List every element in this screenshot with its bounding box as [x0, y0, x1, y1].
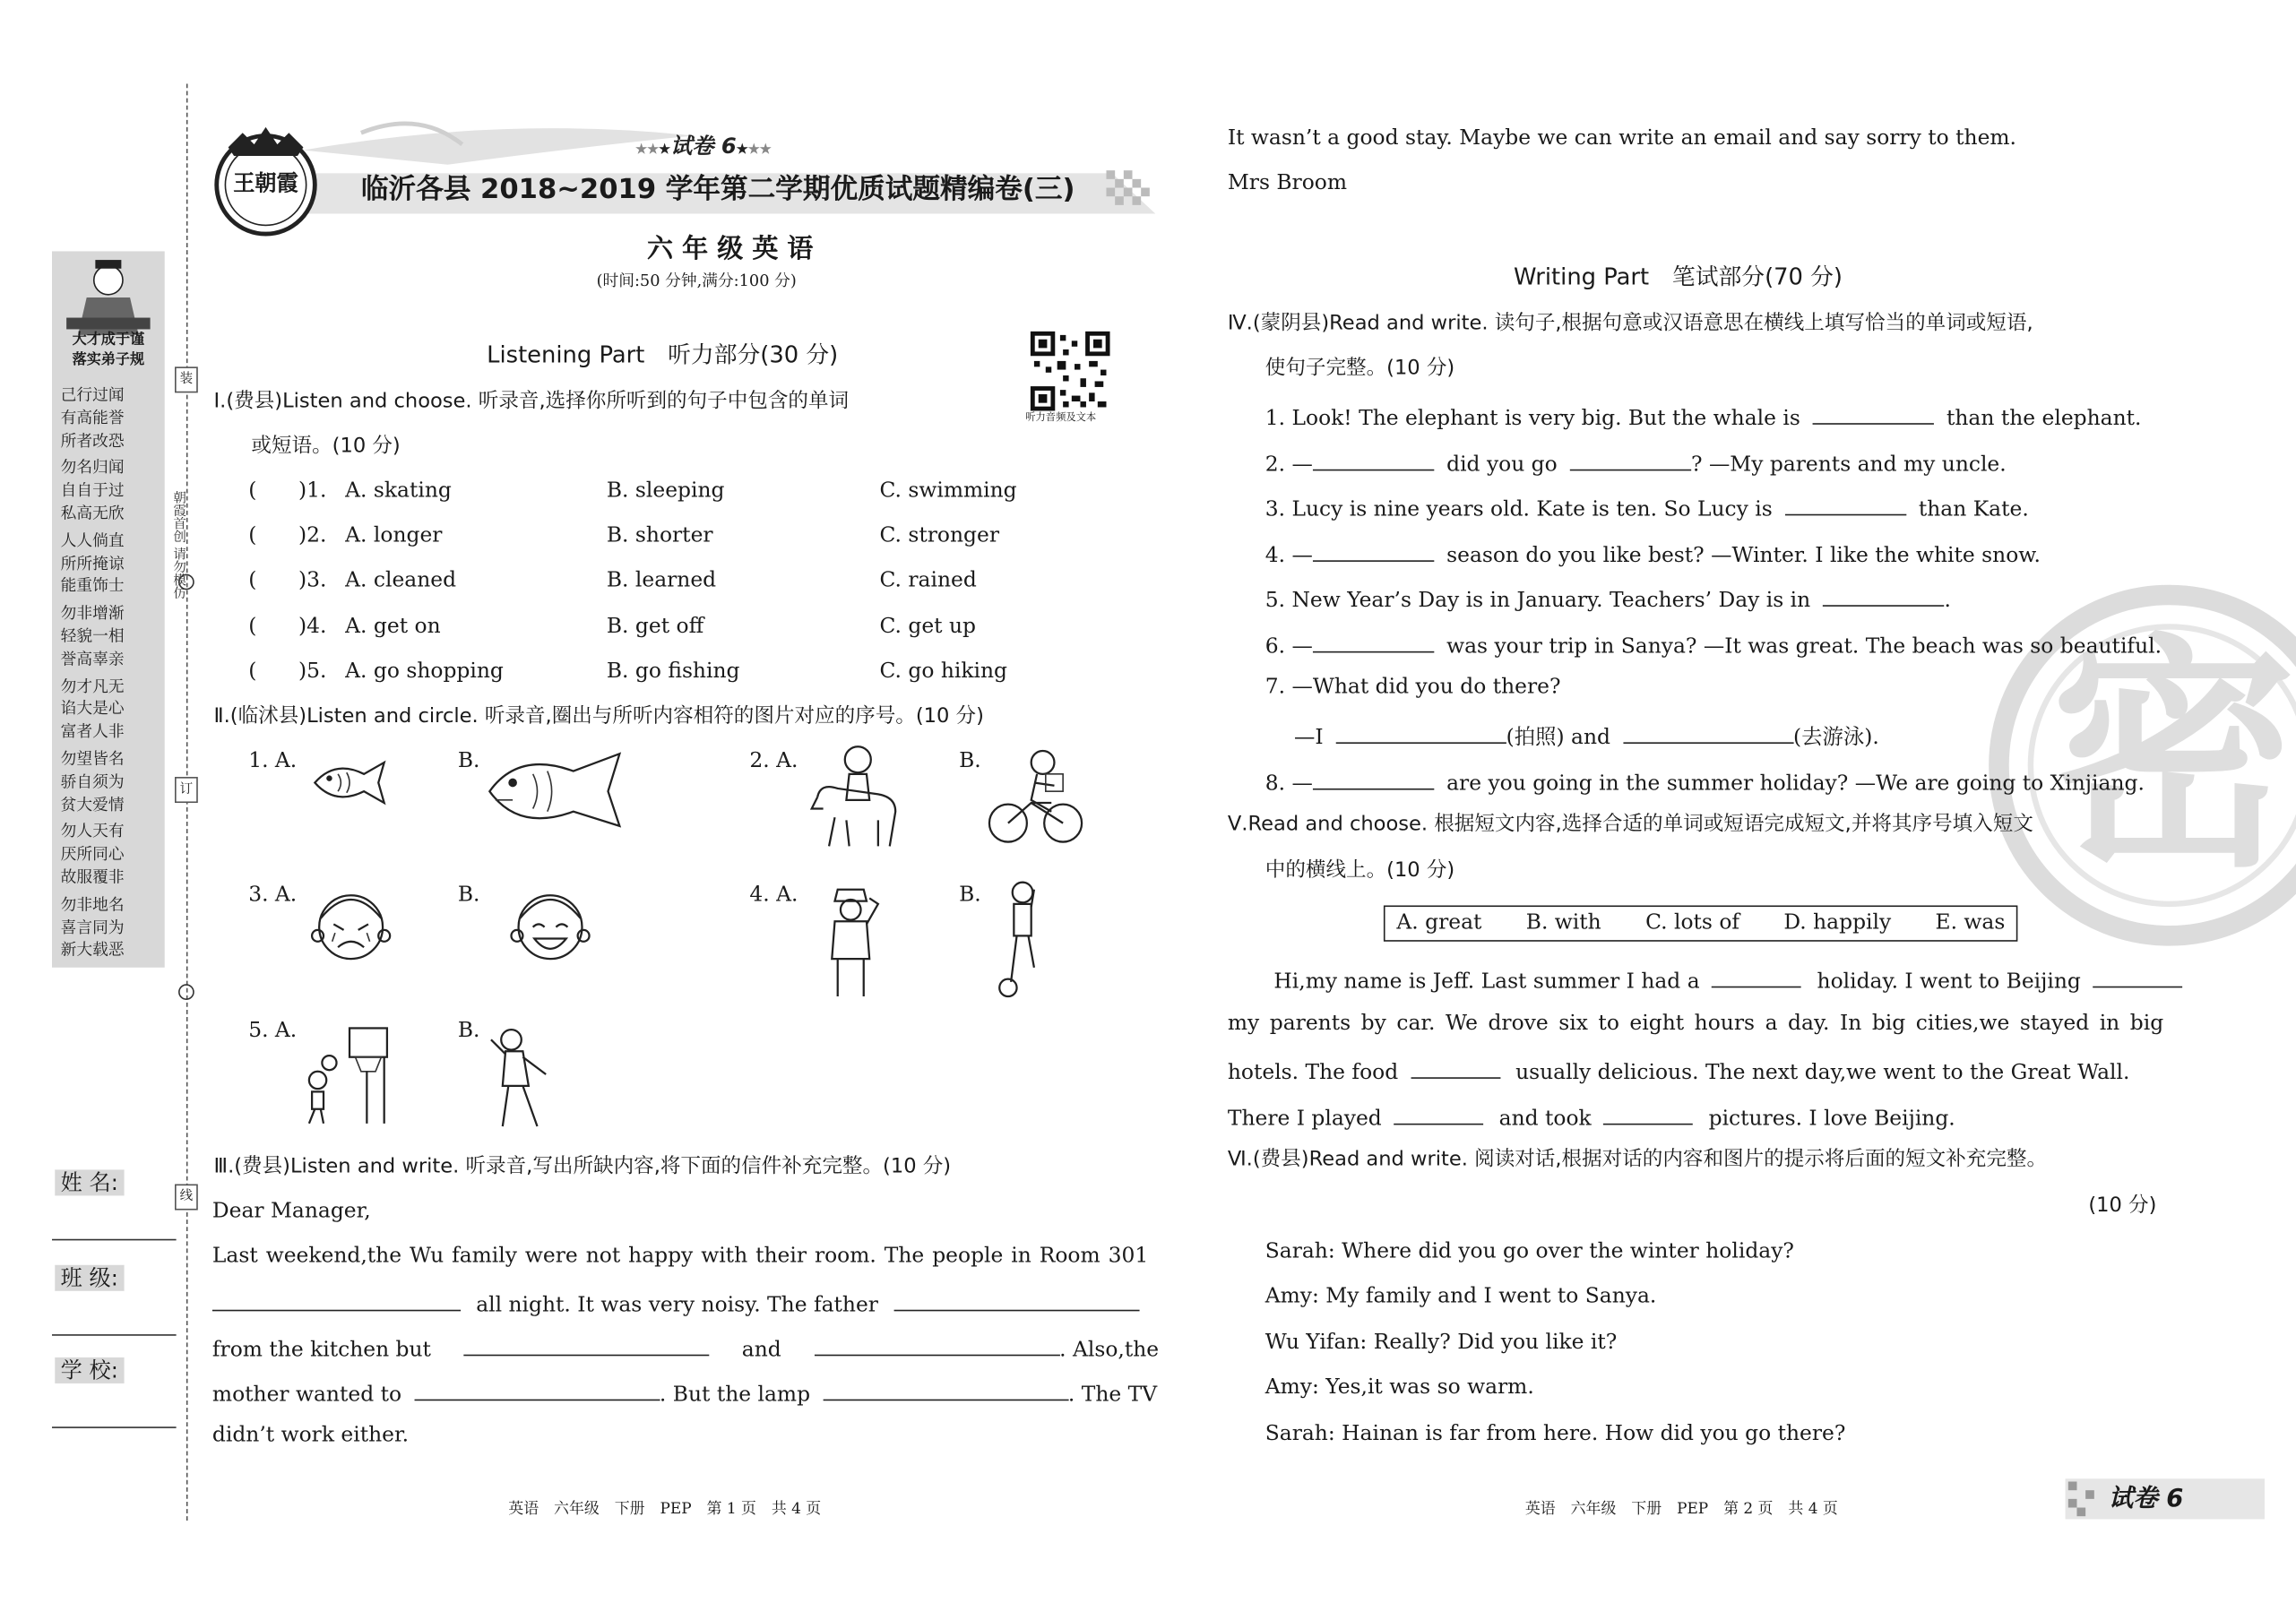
poem-block [61, 384, 156, 962]
binding-seal: 装 [175, 366, 198, 392]
choice-number[interactable]: ( )4. [248, 615, 327, 639]
section1-heading: Ⅰ.(费县)Listen and choose. 听录音,选择你所听到的句子中包含的单词 [213, 390, 850, 413]
section6-heading: Ⅵ.(费县)Read and write. 阅读对话,根据对话的内容和图片的提示将后面的短文补充完整。 [1227, 1148, 2048, 1172]
checker-decoration [1106, 170, 1155, 213]
passage-text: hotels. The food [1227, 1061, 1399, 1085]
word-option: B. with [1525, 910, 1601, 935]
question-4-1 [1265, 403, 2142, 433]
passage-text: Hi,my name is Jeff. Last summer I had a [1273, 970, 1700, 994]
passage-text: holiday. I went to Beijing [1817, 970, 2081, 994]
answer-blank[interactable] [1823, 585, 1944, 607]
word-option: D. happily [1783, 910, 1892, 935]
poem-line: 自自于过 [60, 480, 125, 500]
dialogue-line: Amy: Yes,it was so warm. [1265, 1375, 1534, 1400]
binding-hole-icon [177, 982, 197, 1003]
answer-blank[interactable] [1813, 403, 1934, 425]
section5-heading-cont: 中的横线上。(10 分) [1265, 858, 1455, 883]
answer-blank[interactable] [1411, 1057, 1500, 1079]
star-icon: ★★ [635, 142, 660, 158]
motto-panel [52, 251, 165, 967]
picture-label[interactable]: 3. A. [248, 883, 298, 908]
choice-c: C. get up [879, 615, 976, 639]
question-4-7-answer [1294, 722, 1879, 752]
choice-number[interactable]: ( )2. [248, 524, 327, 547]
choice-c: C. go hiking [879, 659, 1007, 684]
question-text: —I [1293, 726, 1324, 750]
name-label: 姓 名: [55, 1169, 124, 1195]
question-text: (去游泳). [1793, 726, 1879, 750]
poem-line: 骄自须为 [60, 771, 125, 791]
qr-code-icon[interactable] [1031, 332, 1109, 410]
answer-blank[interactable] [893, 1289, 1139, 1311]
word-options-box [1384, 905, 2018, 942]
letter-signature: Mrs Broom [1227, 171, 1348, 195]
passage-text: pictures. I love Beijing. [1708, 1107, 1955, 1131]
listening-part-title: Listening Part 听力部分(30 分) [487, 340, 839, 368]
picture-label[interactable]: 2. A. [749, 749, 798, 773]
checker-decoration [2068, 1482, 2103, 1517]
letter-line-5: didn’t work either. [211, 1424, 410, 1447]
answer-blank[interactable] [1604, 1103, 1694, 1125]
laughing-girl-icon[interactable] [508, 883, 591, 964]
poem-line: 贫大爱情 [60, 795, 125, 814]
motto-top: 大才成于谨 [72, 332, 145, 349]
choice-a: A. skating [345, 479, 452, 503]
choice-number[interactable]: ( )1. [248, 479, 327, 503]
choice-a: A. cleaned [345, 568, 457, 592]
passage-text: There I played [1227, 1107, 1382, 1131]
bike-riding-icon[interactable] [988, 748, 1083, 847]
big-fish-icon[interactable] [484, 748, 628, 832]
passage-line-1 [1273, 966, 2182, 995]
horse-riding-icon[interactable] [806, 739, 907, 852]
poem-line: 勿非地名 [60, 894, 125, 914]
picture-label[interactable]: B. [457, 883, 480, 908]
poem-line: 己行过闻 [60, 385, 125, 405]
star-icon: ★★ [747, 142, 772, 158]
word-option: C. lots of [1645, 910, 1740, 935]
choice-number[interactable]: ( )3. [248, 568, 327, 592]
poem-line: 私高无欣 [60, 504, 125, 523]
right-footer: 英语 六年级 下册 PEP 第 2 页 共 4 页 [1524, 1500, 1838, 1518]
question-4-8 [1265, 768, 2145, 797]
passage-line-4 [1228, 1103, 1955, 1133]
poem-line: 所所掩谅 [60, 554, 125, 573]
question-text: than Kate. [1918, 498, 2029, 521]
passage-line-2 [1228, 1013, 2163, 1038]
section4-heading: Ⅳ.(蒙阴县)Read and write. 读句子,根据句意或汉语意思在横线上填写恰当的单词或短语, [1227, 312, 2033, 335]
choice-b: B. go fishing [606, 659, 740, 684]
word-option: E. was [1935, 910, 2006, 935]
answer-blank[interactable] [1335, 722, 1506, 744]
passage-text: usually delicious. The next day,we went to the Great Wall. [1515, 1061, 2130, 1085]
question-text: than the elephant. [1946, 407, 2142, 431]
police-officer-icon[interactable] [815, 881, 887, 1002]
time-info: (时间:50 分钟,满分:100 分) [596, 271, 797, 290]
answer-blank[interactable] [1313, 449, 1434, 470]
binding-seal: 订 [175, 777, 198, 803]
crying-girl-icon[interactable] [309, 883, 393, 964]
picture-label[interactable]: 5. A. [248, 1019, 298, 1043]
picture-label[interactable]: 1. A. [248, 749, 298, 773]
brand-logo-text: 王朝霞 [233, 170, 298, 197]
answer-blank[interactable] [414, 1379, 660, 1400]
poem-line: 勿人天有 [60, 822, 125, 841]
poem-line: 喜言同为 [60, 918, 125, 937]
answer-blank[interactable] [823, 1379, 1068, 1400]
section3-heading: Ⅲ.(费县)Listen and write. 听录音,写出所缺内容,将下面的信件补充完整。(10 分) [213, 1155, 952, 1179]
poem-line: 厌所同心 [60, 845, 125, 864]
choice-b: B. get off [606, 615, 704, 639]
question-4-7: 7. —What did you do there? [1265, 676, 1561, 700]
question-4-6 [1265, 631, 2162, 660]
paper-tag-text: 试卷 6 [670, 133, 737, 159]
answer-blank[interactable] [212, 1289, 461, 1311]
scholar-figure-icon [52, 254, 165, 338]
letter-text: . Also,the [1059, 1338, 1160, 1362]
class-label: 班 级: [55, 1265, 124, 1291]
choice-c: C. rained [879, 568, 977, 592]
choice-b: B. shorter [606, 524, 713, 547]
answer-blank[interactable] [814, 1334, 1059, 1356]
question-text: was your trip in Sanya? —It was great. The beach was so beautiful. [1446, 635, 2162, 659]
dialogue-line: Wu Yifan: Really? Did you like it? [1265, 1331, 1618, 1355]
section6-score: (10 分) [2088, 1194, 2157, 1218]
question-4-4 [1265, 540, 2041, 570]
choice-a: A. get on [345, 615, 441, 639]
writing-part-title: Writing Part 笔试部分(70 分) [1513, 263, 1843, 290]
section5-heading: Ⅴ.Read and choose. 根据短文内容,选择合适的单词或短语完成短文,并将其序号填入短文 [1227, 813, 2033, 837]
question-4-5 [1265, 585, 1951, 615]
choice-number[interactable]: ( )5. [248, 659, 327, 684]
letter-text: from the kitchen but [211, 1338, 431, 1362]
picture-label[interactable]: B. [457, 749, 480, 773]
poem-line: 故服覆非 [60, 867, 125, 887]
question-text: 4. — [1265, 544, 1313, 568]
passage-text: and took [1498, 1107, 1592, 1131]
passage-text: my parents by car. We drove six to eight hours a day. In big cities,we stayed in big [1227, 1012, 2164, 1036]
letter-end: It wasn’t a good stay. Maybe we can write an email and say sorry to them. [1227, 126, 2016, 151]
picture-label[interactable]: B. [457, 1019, 480, 1043]
letter-text: . The TV [1067, 1383, 1158, 1407]
answer-blank[interactable] [1623, 722, 1793, 744]
question-text: . [1944, 589, 1951, 613]
paper-title: 临沂各县 2018~2019 学年第二学期优质试题精编卷(三) [360, 173, 1075, 205]
name-field[interactable] [52, 1239, 177, 1241]
poem-line: 轻貌一相 [60, 626, 125, 646]
poem-line: 富者人非 [60, 722, 125, 742]
question-4-3 [1265, 494, 2029, 523]
picture-label[interactable]: B. [959, 883, 981, 908]
corner-tag: 试卷 6 [2108, 1484, 2184, 1513]
poem-line: 勿才凡无 [60, 677, 125, 696]
letter-text: Last weekend,the Wu family were not happy with their room. The people in Room 301 [211, 1245, 1149, 1268]
choice-b: B. sleeping [606, 479, 725, 503]
question-text: 3. Lucy is nine years old. Kate is ten. So Lucy is [1265, 498, 1773, 521]
choice-a: A. longer [345, 524, 443, 547]
letter-salutation: Dear Manager, [211, 1200, 371, 1224]
letter-line-1 [212, 1245, 1148, 1270]
question-text: 8. — [1265, 772, 1313, 796]
question-4-2 [1265, 449, 2007, 478]
question-text: are you going in the summer holiday? —We are going to Xinjiang. [1446, 772, 2145, 796]
poem-line: 誉高辜亲 [60, 649, 125, 668]
question-text: 1. Look! The elephant is very big. But the whale is [1265, 407, 1800, 431]
left-footer: 英语 六年级 下册 PEP 第 1 页 共 4 页 [508, 1500, 822, 1518]
question-text: 2. — [1265, 453, 1313, 477]
answer-blank[interactable] [1785, 494, 1906, 515]
question-text: 6. — [1265, 635, 1313, 659]
letter-text: and [741, 1338, 781, 1362]
kungfu-boy-icon[interactable] [485, 1025, 565, 1132]
choice-b: B. learned [606, 568, 717, 592]
poem-line: 谄大是心 [60, 699, 125, 719]
answer-blank[interactable] [463, 1334, 709, 1356]
answer-blank[interactable] [1570, 449, 1691, 470]
answer-blank[interactable] [1313, 631, 1434, 652]
paper-tag [635, 133, 772, 159]
question-text: (拍照) and [1506, 726, 1611, 750]
passage-line-3 [1228, 1057, 2130, 1087]
poem-line: 所者改恐 [60, 431, 125, 451]
poem-line: 有高能誉 [60, 408, 125, 427]
section2-heading: Ⅱ.(临沭县)Listen and circle. 听录音,圈出与所听内容相符的图片对应的序号。(10 分) [213, 704, 984, 728]
answer-blank[interactable] [1713, 966, 1802, 987]
motto-bottom: 落实弟子规 [72, 352, 145, 368]
word-option: A. great [1396, 910, 1482, 935]
poem-line: 勿非增渐 [60, 603, 125, 623]
answer-blank[interactable] [1394, 1103, 1484, 1125]
letter-text: mother wanted to [211, 1383, 402, 1407]
poem-line: 勿名归闻 [60, 458, 125, 478]
basketball-icon[interactable] [300, 1022, 395, 1126]
school-field[interactable] [52, 1426, 177, 1428]
small-fish-icon[interactable] [306, 756, 393, 808]
qr-caption: 听力音频及文本 [1025, 411, 1097, 424]
question-text: season do you like best? —Winter. I like the white snow. [1446, 544, 2041, 568]
dialogue-line: Sarah: Hainan is far from here. How did you go there? [1265, 1422, 1846, 1446]
dialogue-line: Amy: My family and I went to Sanya. [1265, 1285, 1657, 1309]
question-text: ? —My parents and my uncle. [1690, 453, 2007, 477]
dialogue-line: Sarah: Where did you go over the winter holiday? [1265, 1240, 1794, 1264]
poem-line: 能重饰士 [60, 576, 125, 596]
poem-line: 新大载恶 [60, 940, 125, 960]
letter-line-3 [211, 1334, 1160, 1364]
section4-heading-cont: 使句子完整。(10 分) [1265, 357, 1455, 380]
choice-c: C. swimming [879, 479, 1017, 503]
choice-a: A. go shopping [345, 659, 504, 684]
picture-label[interactable]: 4. A. [749, 883, 798, 908]
section1-heading-cont: 或短语。(10 分) [251, 435, 401, 458]
star-icon: ★ [659, 142, 671, 158]
football-boy-icon[interactable] [988, 878, 1051, 999]
answer-blank[interactable] [2093, 966, 2183, 987]
subject-title: 六 年 级 英 语 [646, 234, 814, 264]
letter-line-2 [212, 1289, 1148, 1319]
school-label: 学 校: [55, 1357, 124, 1383]
confidential-seal-text: 密 [2050, 615, 2296, 901]
letter-text: . But the lamp [659, 1383, 811, 1407]
answer-blank[interactable] [1313, 768, 1434, 789]
choice-c: C. stronger [879, 524, 1000, 547]
seal-note: 朝霞首创 请勿模仿 [170, 490, 186, 599]
star-icon: ★ [736, 142, 748, 158]
letter-text: all night. It was very noisy. The father [476, 1293, 878, 1317]
poem-line: 勿望皆名 [60, 749, 125, 769]
picture-label[interactable]: B. [959, 749, 981, 773]
question-text: 5. New Year’s Day is in January. Teachers’ Day is in [1265, 589, 1811, 613]
answer-blank[interactable] [1313, 540, 1434, 562]
binding-seal: 线 [175, 1185, 198, 1211]
class-field[interactable] [52, 1334, 177, 1336]
question-text: did you go [1446, 453, 1558, 477]
letter-line-4 [211, 1379, 1158, 1409]
poem-line: 人人倘直 [60, 530, 125, 550]
